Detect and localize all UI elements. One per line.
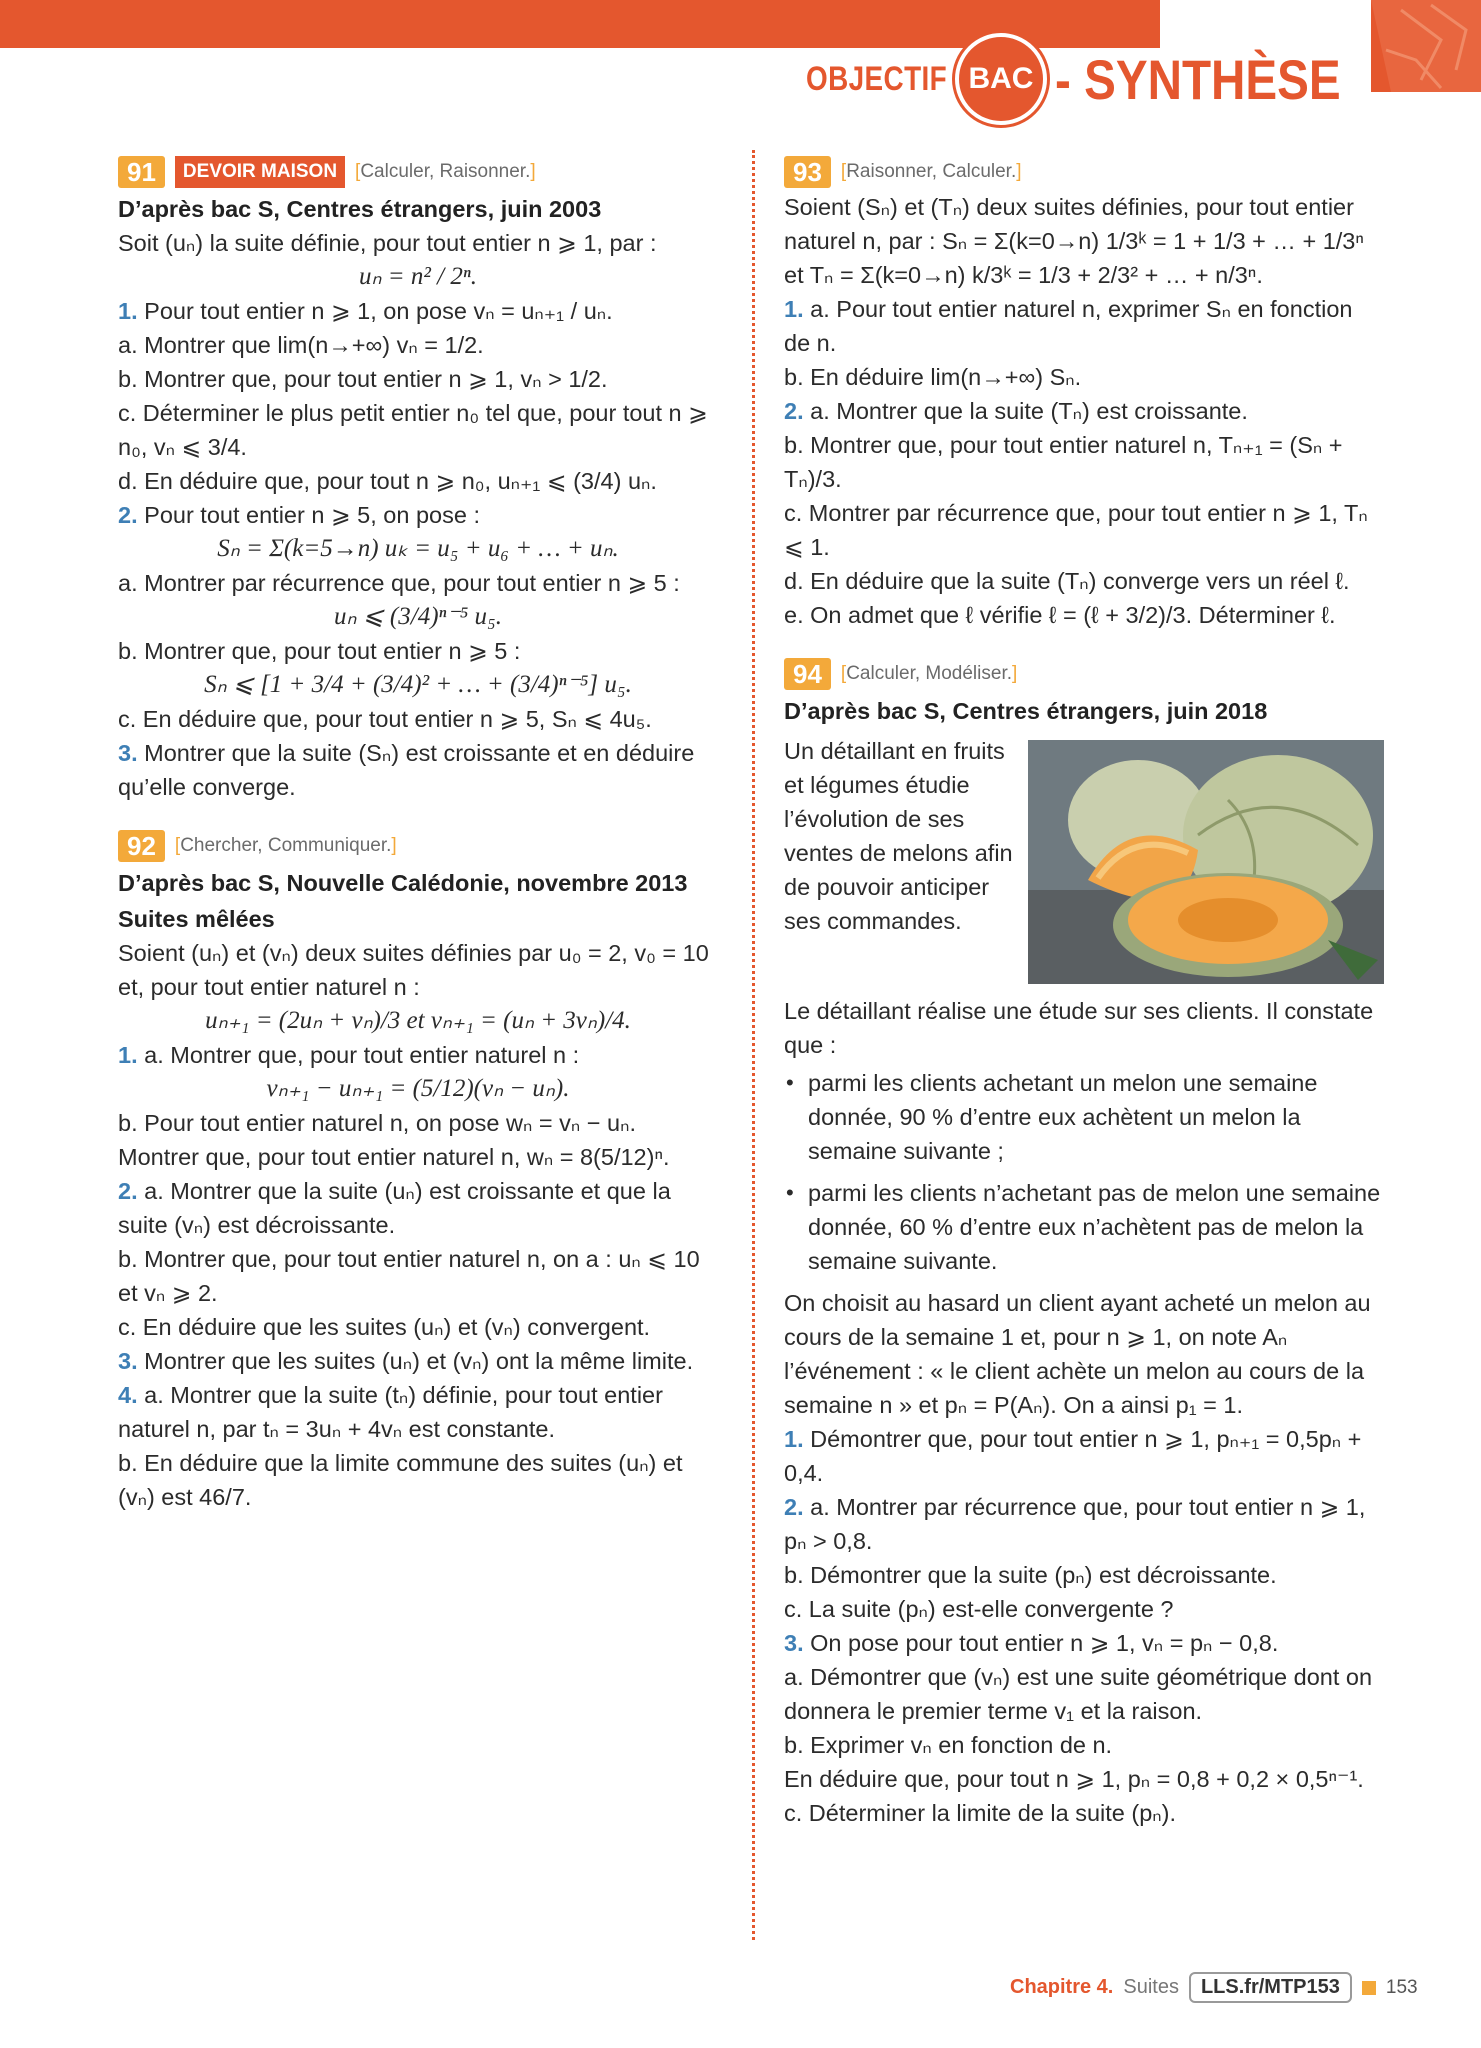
skills-tag: [ Chercher, Communiquer. ]: [175, 829, 397, 863]
question: 3. On pose pour tout entier n ⩾ 1, vₙ = pₙ − 0,8.: [784, 1630, 1279, 1656]
question: b. Démontrer que la suite (pₙ) est décroissante.: [784, 1562, 1277, 1588]
formula: uₙ ⩽ (3/4)ⁿ⁻⁵ u₅.: [334, 603, 502, 630]
question-number: 3.: [118, 740, 145, 766]
question: b. Montrer que, pour tout entier naturel n, Tₙ₊₁ = (Sₙ + Tₙ)/3.: [784, 432, 1343, 492]
question: b. Exprimer vₙ en fonction de n.: [784, 1732, 1113, 1758]
question: a. Montrer que lim(n→+∞) vₙ = 1/2.: [118, 332, 484, 358]
question: 1. Démontrer que, pour tout entier n ⩾ 1, pₙ₊₁ = 0,5pₙ + 0,4.: [784, 1426, 1362, 1486]
formula: vₙ₊₁ − uₙ₊₁ = (5/12)(vₙ − uₙ).: [266, 1075, 570, 1102]
square-icon: [1362, 1981, 1376, 1995]
exercise-number: 94: [784, 658, 831, 690]
list-item: • parmi les clients achetant un melon une semaine donnée, 90 % d’entre eux achètent un melon la semaine suivante ;: [784, 1066, 1384, 1168]
question: e. On admet que ℓ vérifie ℓ = (ℓ + 3/2)/3. Déterminer ℓ.: [784, 602, 1336, 628]
devoir-maison-badge: DEVOIR MAISON: [175, 156, 345, 188]
exercise-92-header: [118, 828, 718, 864]
exercise-93-header: [784, 154, 1384, 190]
exercise-number: 92: [118, 830, 165, 862]
question-number: 3.: [118, 1348, 145, 1374]
question: 2. a. Montrer par récurrence que, pour tout entier n ⩾ 1, pₙ > 0,8.: [784, 1494, 1366, 1554]
question: b. Montrer que, pour tout entier n ⩾ 1, vₙ > 1/2.: [118, 366, 608, 392]
skills-tag: [ Calculer, Raisonner. ]: [355, 155, 536, 189]
text-line: Soient (Sₙ) et (Tₙ) deux suites définies, pour tout entier naturel n, par : Sₙ = Σ(k=0→n) 1/3ᵏ = 1 + 1/3 + … + 1/3ⁿ: [784, 194, 1364, 254]
question: 1. Pour tout entier n ⩾ 1, on pose vₙ = uₙ₊₁ / uₙ.: [118, 298, 613, 324]
formula: uₙ₊₁ = (2uₙ + vₙ)/3 et vₙ₊₁ = (uₙ + 3vₙ)/4.: [205, 1007, 631, 1034]
page-footer: [1010, 1972, 1418, 2003]
exercise-source: D’après bac S, Centres étrangers, juin 2018: [784, 698, 1268, 724]
question: d. En déduire que la suite (Tₙ) converge vers un réel ℓ.: [784, 568, 1350, 594]
exercise-94-header: [784, 656, 1384, 692]
formula: Sₙ = Σ(k=5→n) uₖ = u₅ + u₆ + … + uₙ.: [217, 535, 619, 562]
question: c. Déterminer la limite de la suite (pₙ).: [784, 1800, 1177, 1826]
question: 1. a. Montrer que, pour tout entier naturel n :: [118, 1042, 580, 1068]
bac-badge: BAC: [955, 33, 1047, 125]
question-number: 4.: [118, 1382, 145, 1408]
question-number: 2.: [118, 502, 145, 528]
question-number: 1.: [784, 1426, 811, 1452]
question: En déduire que, pour tout n ⩾ 1, pₙ = 0,8 + 0,2 × 0,5ⁿ⁻¹.: [784, 1766, 1364, 1792]
question: b. En déduire lim(n→+∞) Sₙ.: [784, 364, 1082, 390]
exercise-source: D’après bac S, Nouvelle Calédonie, novembre 2013: [118, 870, 688, 896]
formula: uₙ = n² / 2ⁿ.: [359, 263, 477, 290]
exercise-number: 91: [118, 156, 165, 188]
exercise-number: 93: [784, 156, 831, 188]
left-column: [118, 150, 718, 1514]
question-number: 1.: [118, 1042, 145, 1068]
bullet-list: [784, 1066, 1384, 1278]
text-line: On choisit au hasard un client ayant acheté un melon au cours de la semaine 1 et, pour n ⩾ 1, on note Aₙ l’événement : « le client achète un melon au cours de la semaine n » et pₙ = P(Aₙ). On a ainsi p₁ = 1.: [784, 1290, 1371, 1418]
page-number: 153: [1385, 1976, 1418, 1998]
chapter-name: Suites: [1123, 1976, 1179, 1998]
question: 1. a. Pour tout entier naturel n, exprimer Sₙ en fonction de n.: [784, 296, 1353, 356]
text-line: et Tₙ = Σ(k=0→n) k/3ᵏ = 1/3 + 2/3² + … + n/3ⁿ.: [784, 262, 1263, 288]
question: b. Pour tout entier naturel n, on pose wₙ = vₙ − uₙ.: [118, 1110, 636, 1136]
question: 3. Montrer que la suite (Sₙ) est croissante et en déduire qu’elle converge.: [118, 740, 695, 800]
text-line: Soit (uₙ) la suite définie, pour tout entier n ⩾ 1, par :: [118, 230, 657, 256]
skills-tag: [ Calculer, Modéliser. ]: [841, 657, 1017, 691]
chapter-label: Chapitre 4.: [1010, 1976, 1114, 1998]
question: c. Déterminer le plus petit entier n₀ tel que, pour tout n ⩾ n₀, vₙ ⩽ 3/4.: [118, 400, 708, 460]
header-synthese: - SYNTHÈSE: [1054, 47, 1341, 111]
column-divider: [752, 150, 755, 1940]
question: a. Démontrer que (vₙ) est une suite géométrique dont on donnera le premier terme v₁ et la raison.: [784, 1664, 1373, 1724]
skills-tag: [ Raisonner, Calculer. ]: [841, 155, 1022, 189]
intro-text: Un détaillant en fruits et légumes étudie l’évolution de ses ventes de melons afin de pouvoir anticiper ses commandes.: [784, 738, 1013, 934]
exercise-source: D’après bac S, Centres étrangers, juin 2003: [118, 196, 602, 222]
question: b. Montrer que, pour tout entier naturel n, on a : uₙ ⩽ 10 et vₙ ⩾ 2.: [118, 1246, 700, 1306]
exercise-91-header: [118, 154, 718, 190]
text-line: Soient (uₙ) et (vₙ) deux suites définies par u₀ = 2, v₀ = 10 et, pour tout entier naturel n :: [118, 940, 709, 1000]
question: 2. Pour tout entier n ⩾ 5, on pose :: [118, 502, 480, 528]
lls-link[interactable]: LLS.fr/MTP153: [1189, 1972, 1352, 2003]
question: b. En déduire que la limite commune des suites (uₙ) et (vₙ) est 46/7.: [118, 1450, 683, 1510]
question: 2. a. Montrer que la suite (Tₙ) est croissante.: [784, 398, 1248, 424]
question: 4. a. Montrer que la suite (tₙ) définie, pour tout entier naturel n, par tₙ = 3uₙ + 4vₙ est constante.: [118, 1382, 663, 1442]
question: d. En déduire que, pour tout n ⩾ n₀, uₙ₊₁ ⩽ (3/4) uₙ.: [118, 468, 657, 494]
question: 2. a. Montrer que la suite (uₙ) est croissante et que la suite (vₙ) est décroissante.: [118, 1178, 671, 1238]
question-number: 2.: [784, 398, 811, 424]
question-number: 3.: [784, 1630, 811, 1656]
question-number: 2.: [118, 1178, 145, 1204]
right-column: [784, 150, 1384, 1830]
study-text: Le détaillant réalise une étude sur ses clients. Il constate que :: [784, 998, 1374, 1058]
question-number: 2.: [784, 1494, 811, 1520]
question-number: 1.: [118, 298, 145, 324]
question: Montrer que, pour tout entier naturel n, wₙ = 8(5/12)ⁿ.: [118, 1144, 670, 1170]
section-header: [775, 44, 1391, 114]
header-objectif: OBJECTIF: [805, 59, 947, 98]
question: b. Montrer que, pour tout entier n ⩾ 5 :: [118, 638, 521, 664]
list-item: • parmi les clients n’achetant pas de melon une semaine donnée, 60 % d’entre eux n’achètent pas de melon la semaine suivante.: [784, 1176, 1384, 1278]
question: c. La suite (pₙ) est-elle convergente ?: [784, 1596, 1174, 1622]
formula: Sₙ ⩽ [1 + 3/4 + (3/4)² + … + (3/4)ⁿ⁻⁵] u₅.: [204, 671, 632, 698]
melon-photo-icon: [1028, 740, 1384, 984]
melon-intro: [784, 734, 1384, 984]
question: a. Montrer par récurrence que, pour tout entier n ⩾ 5 :: [118, 570, 680, 596]
question: 3. Montrer que les suites (uₙ) et (vₙ) ont la même limite.: [118, 1348, 694, 1374]
question: c. En déduire que les suites (uₙ) et (vₙ) convergent.: [118, 1314, 651, 1340]
question: c. Montrer par récurrence que, pour tout entier n ⩾ 1, Tₙ ⩽ 1.: [784, 500, 1368, 560]
question: c. En déduire que, pour tout entier n ⩾ 5, Sₙ ⩽ 4u₅.: [118, 706, 652, 732]
question-number: 1.: [784, 296, 811, 322]
exercise-subtitle: Suites mêlées: [118, 906, 275, 932]
